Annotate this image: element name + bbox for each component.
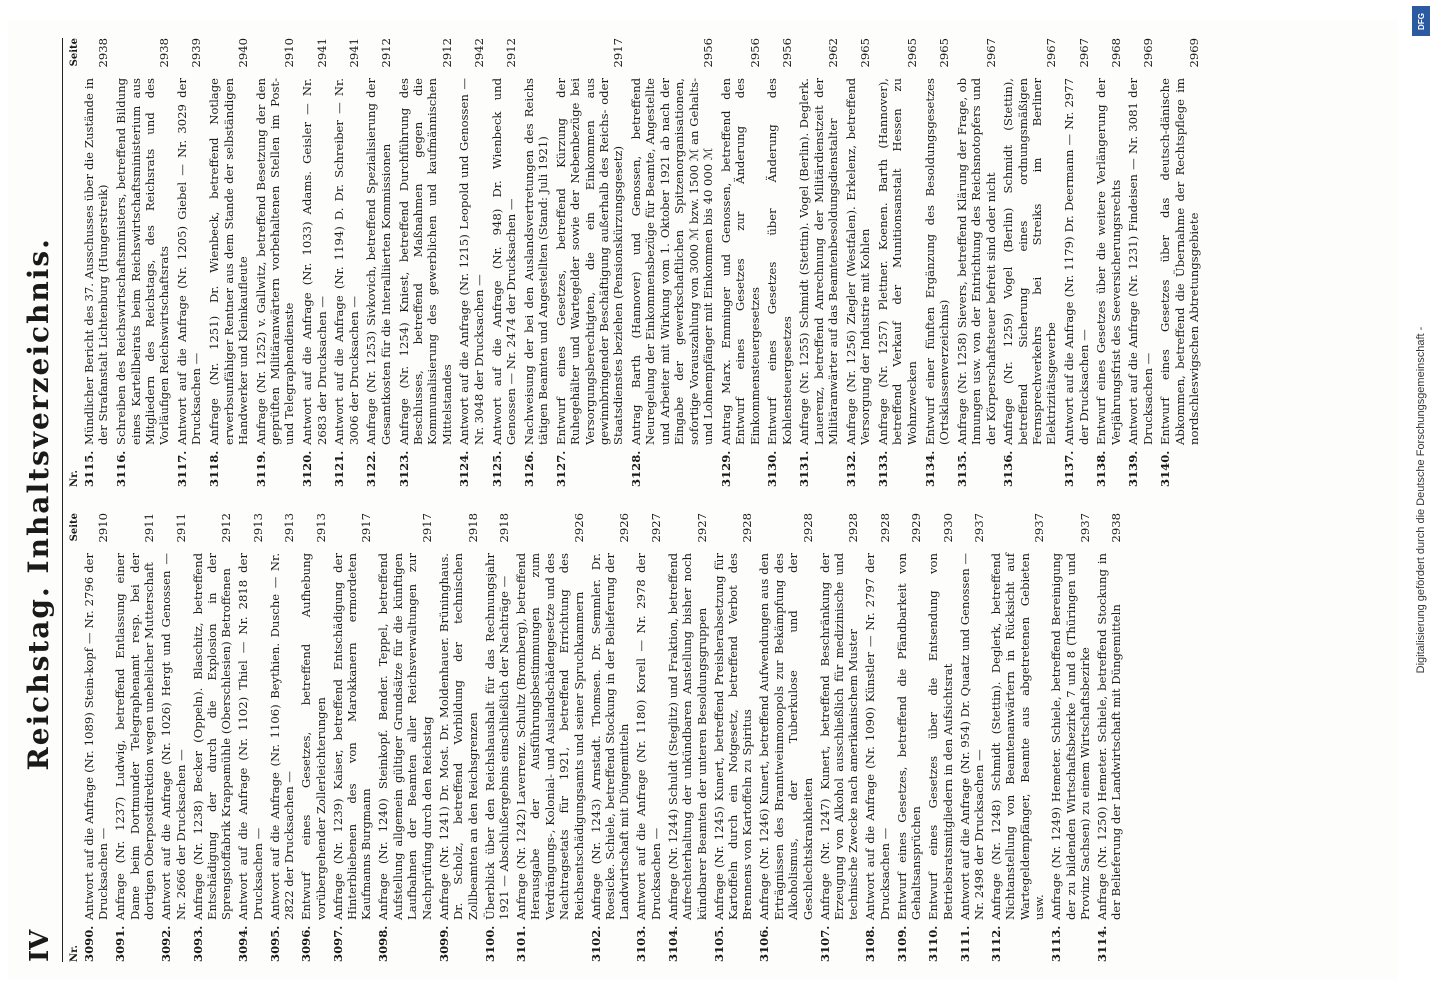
index-entry — [589, 513, 632, 962]
entry-number: 3130. — [765, 450, 780, 487]
index-entry — [554, 38, 626, 487]
entry-page: 2927 — [648, 513, 663, 543]
index-columns — [69, 38, 1205, 962]
entry-text: Anfrage (Nr. 1257) Plettner. Koenen. Barth (Hannover), betreffend Verkauf der Munitionsanstalt Hessen zu Wohnzwecken — [876, 78, 919, 445]
index-entry — [514, 513, 586, 962]
entry-page: 2967 — [1076, 38, 1091, 68]
entry-number: 3135. — [954, 450, 969, 487]
index-entry — [522, 38, 551, 487]
column-header — [69, 513, 80, 962]
entry-number: 3094. — [236, 925, 251, 962]
entry-page: 2917 — [611, 38, 626, 68]
entry-page: 2910 — [282, 38, 297, 68]
entry-text: Antwort auf die Anfrage (Nr. 1179) Dr. Deermann — Nr. 2977 der Drucksachen — — [1062, 78, 1091, 445]
index-entry — [1062, 38, 1091, 487]
entry-number: 3139. — [1126, 450, 1141, 487]
index-entry — [483, 513, 512, 962]
entry-number: 3126. — [521, 450, 536, 487]
entry-text: Antwort auf die Anfrage (Nr. 954) Dr. Quaatz und Genossen — Nr. 2498 der Drucksachen — — [957, 553, 987, 920]
entry-text: Anfrage (Nr. 1252) v. Gallwitz, betreffend Besetzung der den geprüften Militäranwärtern vorbehaltenen Stellen im Post- und Telegraphendienste — [253, 78, 297, 445]
entry-page: 2930 — [940, 513, 955, 543]
entry-number: 3124. — [457, 450, 472, 487]
entry-text: Anfrage (Nr. 1256) Ziegler (Westfalen). Erkelenz, betreffend Versorgung der Industrie mit Kohlen — [843, 78, 873, 445]
nr-label: Nr. — [69, 945, 80, 962]
entry-text: Schreiben des Reichswirtschaftsministers, betreffend Bildung eines Kartellbeirats beim Reichswirtschaftsministerium aus Mitgliedern des Reichstags, des Reichsrats und des Vorläufigen Reichswirtschaftsrats — [114, 78, 172, 445]
entry-text: Antwort auf die Anfrage (Nr. 1089) Stein-kopf — Nr. 2796 der Drucksachen — — [82, 553, 111, 920]
entry-text: Überblick über den Reichshaushalt für das Rechnungsjahr 1921 — Abschlußergebnis einschließlich der Nachträge — — [482, 553, 511, 920]
entry-number: 3112. — [989, 925, 1004, 962]
index-entry — [923, 38, 952, 487]
index-entry — [397, 38, 455, 487]
entry-number: 3122. — [364, 450, 379, 487]
entry-number: 3114. — [1095, 925, 1110, 962]
entry-page: 2911 — [173, 513, 188, 543]
entry-page: 2926 — [617, 513, 632, 543]
entry-number: 3127. — [553, 450, 568, 487]
entry-number: 3137. — [1062, 450, 1077, 487]
entry-number: 3093. — [190, 925, 205, 962]
entry-page: 2912 — [378, 38, 393, 68]
entry-number: 3125. — [489, 450, 504, 487]
entry-number: 3132. — [843, 450, 858, 487]
entry-text: Entwurf eines Gesetzes über das deutsch-dänische Abkommen, betreffend die Übernahme der Rechtspflege im nordschleswigschen Abtretungsgebiete — [1158, 78, 1202, 445]
watermark-text: Digitalisierung gefördert durch die Deutsche Forschungsgemeinschaft - — [1415, 326, 1427, 674]
entry-page: 2913 — [282, 513, 297, 543]
entry-page: 2928 — [800, 513, 815, 543]
index-entry — [757, 513, 815, 962]
entry-number: 3106. — [757, 925, 772, 962]
entry-text: Antwort auf die Anfrage (Nr. 1194) D. Dr. Schreiber — Nr. 3006 der Drucksachen — — [332, 78, 361, 445]
index-entry — [364, 38, 393, 487]
entry-number: 3111. — [957, 925, 972, 962]
entry-text: Anfrage (Nr. 1241) Dr. Most. Dr. Moldenhauer. Brüninghaus. Dr. Scholz, betreffend Vorbildung der technischen Zollbeamten an den Reichsgrenzen — [436, 553, 480, 920]
entry-page: 2912 — [439, 38, 454, 68]
page-header — [22, 38, 63, 962]
page-number-roman: IV — [25, 929, 55, 962]
entry-page: 2956 — [701, 38, 716, 68]
entry-page: 2962 — [826, 38, 841, 68]
entry-page: 2968 — [1108, 38, 1123, 68]
entry-page: 2965 — [936, 38, 951, 68]
entry-number: 3091. — [113, 925, 128, 962]
entry-number: 3123. — [396, 450, 411, 487]
index-entry — [207, 38, 250, 487]
index-entry — [634, 513, 663, 962]
index-entry — [1095, 513, 1124, 962]
entry-text: Entwurf eines Gesetzes, betreffend Kürzung der Ruhegehälter und Wartegelder sowie der Nebenbezüge bei Versorgungsberechtigten, die ein Einkommen aus gewinnbringender Beschäftigung außerhalb des Reichs- oder Staatsdienstes beziehen (Pensionskürzungsgesetz) — [553, 78, 626, 445]
entry-text: Antwort auf die Anfrage (Nr. 1231) Findeisen — Nr. 3081 der Drucksachen — — [1126, 78, 1155, 445]
entry-text: Antwort auf die Anfrage (Nr. 1106) Beythien. Dusche — Nr. 2822 der Drucksachen — — [267, 553, 297, 920]
entry-page: 2937 — [1078, 513, 1093, 543]
index-entry — [1094, 38, 1123, 487]
entry-number: 3107. — [817, 925, 832, 962]
entry-number: 3100. — [482, 925, 497, 962]
entry-page: 2969 — [1187, 38, 1202, 68]
entry-text: Anfrage (Nr. 1238) Becker (Oppeln). Blaschitz, betreffend Entschädigung der durch die Explosion in der Sprengstoffabrik Krappamühle (Oberschlesien) Betroffenen — [190, 553, 234, 920]
index-entry — [114, 38, 172, 487]
entry-page: 2956 — [747, 38, 762, 68]
entry-page: 2938 — [1109, 513, 1124, 543]
dfg-logo: DFG — [1412, 6, 1430, 36]
seite-label: Seite — [69, 38, 80, 67]
entry-text: Entwurf eines Gesetzes, betreffend Aufhebung vorübergehender Zollerleichterungen — [299, 553, 328, 920]
entry-number: 3131. — [797, 450, 812, 487]
entry-number: 3090. — [82, 925, 96, 962]
index-entry — [712, 513, 755, 962]
entry-page: 2941 — [346, 38, 361, 68]
entry-number: 3121. — [332, 450, 347, 487]
entry-page: 2965 — [904, 38, 919, 68]
entry-page: 2937 — [972, 513, 987, 543]
entry-page: 2912 — [219, 513, 234, 543]
entry-page: 2967 — [983, 38, 998, 68]
entry-page: 2928 — [877, 513, 892, 543]
entry-page: 2940 — [235, 38, 250, 68]
entry-page: 2965 — [858, 38, 873, 68]
index-entry — [175, 38, 204, 487]
entry-number: 3105. — [711, 925, 726, 962]
entry-text: Anfrage (Nr. 1244) Schuldt (Steglitz) und Fraktion, betreffend Aufrechterhaltung der unkündbaren Anstellung bisher noch kündbarer Beamten der unteren Besoldungsgruppen — [665, 553, 709, 920]
entry-number: 3129. — [718, 450, 733, 487]
entry-text: Anfrage (Nr. 1242) Laverrenz. Schultz (Bromberg), betreffend Herausgabe der Ausführungsbestimmungen zum Verdrängungs-, Kolonial- und Auslandschädengesetze und des Nachtragsetats für 1921, betreffend Errichtung des Reichsentschädigungsamts und seiner Spruchkammern — [513, 553, 586, 920]
index-entry — [299, 513, 328, 962]
entry-text: Mündlicher Bericht des 37. Ausschusses über die Zustände in der Strafanstalt Lichtenburg (Hungerstreik) — [82, 78, 111, 445]
seite-label: Seite — [69, 513, 80, 542]
index-entry — [82, 513, 111, 962]
left-column — [69, 513, 1205, 962]
entry-page: 2927 — [694, 513, 709, 543]
entry-page: 2929 — [909, 513, 924, 543]
index-entry — [331, 513, 374, 962]
entry-number: 3118. — [207, 450, 222, 487]
entry-text: Anfrage (Nr. 1247) Kunert, betreffend Beschränkung der Erzeugung von Alkohol ausschließlich für medizinische und technische Zwecke nach amerikanischem Muster — [817, 553, 861, 920]
index-entry — [958, 513, 987, 962]
index-entry — [895, 513, 924, 962]
entry-number: 3109. — [894, 925, 909, 962]
entry-number: 3097. — [330, 925, 345, 962]
index-entry — [457, 38, 486, 487]
index-entry — [300, 38, 329, 487]
entry-page: 2928 — [740, 513, 755, 543]
entry-number: 3117. — [175, 450, 190, 487]
dfg-watermark — [1408, 0, 1434, 1000]
entry-text: Anfrage (Nr. 1246) Kunert, betreffend Aufwendungen aus den Erträgnissen des Branntweinmonopols zur Bekämpfung des Alkoholismus, der Tuberkulose und der Geschlechtskrankheiten — [757, 553, 815, 920]
index-entry — [490, 38, 519, 487]
entry-number: 3110. — [926, 925, 941, 962]
index-entry — [376, 513, 434, 962]
entry-number: 3103. — [634, 925, 649, 962]
column-header — [69, 38, 80, 487]
nr-label: Nr. — [69, 470, 80, 487]
index-entry — [236, 513, 265, 962]
entry-text: Entwurf einer fünften Ergänzung des Besoldungsgesetzes (Ortsklassenverzeichnis) — [922, 78, 951, 445]
document-page — [8, 20, 1398, 980]
entry-page: 2913 — [250, 513, 265, 543]
entry-text: Entwurf eines Gesetzes über die Entsendung von Betriebsratsmitgliedern in den Aufsichtsrat — [926, 553, 955, 920]
entry-page: 2956 — [779, 38, 794, 68]
entry-text: Antwort auf die Anfrage (Nr. 1205) Giebel — Nr. 3029 der Drucksachen — — [175, 78, 204, 445]
entry-number: 3119. — [253, 450, 268, 487]
page-title: Reichstag. Inhaltsverzeichnis. — [22, 237, 55, 771]
entry-text: Anfrage (Nr. 1248) Schmidt (Stettin). Deglerk, betreffend Nichtanstellung von Beamtenanwärtern in Rücksicht auf Wartegeldempfänger, Beamte aus abgetretenen Gebieten usw. — [989, 553, 1047, 920]
entry-page: 2926 — [571, 513, 586, 543]
entry-number: 3104. — [665, 925, 680, 962]
entry-text: Anfrage (Nr. 1245) Kunert, betreffend Preisherabsetzung für Kartoffeln durch ein Notgesetz, betreffend Verbot des Brennens von Kartoffeln zu Spiritus — [711, 553, 755, 920]
index-entry — [818, 513, 861, 962]
index-entry — [437, 513, 480, 962]
entry-number: 3115. — [82, 450, 96, 487]
entry-text: Antwort auf die Anfrage (Nr. 1090) Künstler — Nr. 2797 der Drucksachen — — [863, 553, 892, 920]
entry-page: 2941 — [314, 38, 329, 68]
entry-number: 3128. — [629, 450, 644, 487]
entry-text: Entwurf eines Gesetzes über Änderung des Kohlensteuergesetzes — [765, 78, 794, 445]
entry-page: 2928 — [846, 513, 861, 543]
entry-text: Anfrage (Nr. 1251) Dr. Wienbeck, betreffend Notlage erwerbsunfähiger Rentner aus dem Stande der selbständigen Handwerker und Kleinkaufleute — [207, 78, 250, 445]
entry-number: 3134. — [922, 450, 937, 487]
entry-number: 3133. — [876, 450, 891, 487]
index-entry — [719, 38, 762, 487]
entry-page: 2913 — [313, 513, 328, 543]
entry-text: Antwort auf die Anfrage (Nr. 1180) Korell — Nr. 2978 der Drucksachen — — [634, 553, 663, 920]
entry-page: 2912 — [503, 38, 518, 68]
entry-text: Nachweisung der bei den Auslandsvertretungen des Reichs tätigen Beamten und Angestellten (Stand: Juli 1921) — [521, 78, 551, 445]
entry-text: Antrag Barth (Hannover) und Genossen, betreffend Neuregelung der Einkommensbezüge für Beamte, Angestellte und Arbeiter mit Wirkung vom 1. Oktober 1921 ab nach der Eingabe der gewerkschaftlichen Spitzenorganisationen, sofortige Vorauszahlung von 3000 ℳ bzw. 1500 ℳ an Gehalts- und Lohnempfänger mit Einkommen bis 40 000 ℳ — [629, 78, 716, 445]
entry-text: Entwurf eines Gesetzes, betreffend die Pfändbarkeit von Gehaltsansprüchen — [894, 553, 924, 920]
entry-page: 2942 — [471, 38, 486, 68]
entry-text: Anfrage (Nr. 1255) Schmidt (Stettin). Vogel (Berlin). Deglerk. Lauerenz, betreffend Anrechnung der Militärdienstzeit der Militäranwärter auf das Beamtenbesoldungsdienstalter — [797, 78, 841, 445]
index-entry — [797, 38, 840, 487]
index-entry — [844, 38, 873, 487]
entry-number: 3096. — [299, 925, 314, 962]
index-entry — [82, 38, 111, 487]
entry-text: Antwort auf die Anfrage (Nr. 1033) Adams. Geisler — Nr. 2683 der Drucksachen — — [300, 78, 329, 445]
entry-page: 2937 — [1032, 513, 1047, 543]
entry-number: 3120. — [300, 450, 315, 487]
entry-page: 2969 — [1140, 38, 1155, 68]
index-entry — [1049, 513, 1092, 962]
entry-page: 2938 — [96, 38, 111, 68]
entry-page: 2917 — [419, 513, 434, 543]
index-entry — [191, 513, 234, 962]
index-entry — [666, 513, 709, 962]
entry-text: Anfrage (Nr. 1258) Sievers, betreffend Klärung der Frage, ob Innungen usw. von der Entrichtung des Reichsnotopfers und der Körperschaftsteuer befreit sind oder nicht — [954, 78, 998, 445]
entry-text: Antwort auf die Anfrage (Nr. 1102) Thiel — Nr. 2818 der Drucksachen — — [236, 553, 265, 920]
entry-text: Antwort auf die Anfrage (Nr. 1215) Leopold und Genossen — Nr. 3048 der Drucksachen — — [457, 78, 486, 445]
entry-page: 2967 — [1044, 38, 1059, 68]
index-entry — [926, 513, 955, 962]
entry-page: 2938 — [157, 38, 172, 68]
index-entry — [159, 513, 188, 962]
entry-page: 2939 — [189, 38, 204, 68]
entry-text: Anfrage (Nr. 1239) Kaiser, betreffend Entschädigung der Hinterbliebenen des von Marokkanern ermordeten Kaufmanns Burgmann — [330, 553, 374, 920]
entry-text: Anfrage (Nr. 1254) Kniest, betreffend Durchführung des Beschlusses, betreffend Maßnahmen gegen die Kommunalisierung des gewerblichen und kaufmännischen Mittelstandes — [396, 78, 454, 445]
index-entry — [254, 38, 297, 487]
index-entry — [1126, 38, 1155, 487]
entry-number: 3113. — [1049, 925, 1064, 962]
index-entry — [989, 513, 1047, 962]
entry-text: Anfrage (Nr. 1243) Arnstadt. Thomsen. Dr. Semmler. Dr. Roesicke. Schiele, betreffend Stockung in der Belieferung der Landwirtschaft mit Düngemitteln — [588, 553, 632, 920]
entry-page: 2918 — [465, 513, 480, 543]
entry-text: Antwort auf die Anfrage (Nr. 948) Dr. Wienbeck und Genossen — Nr. 2474 der Drucksachen — — [489, 78, 518, 445]
index-entry — [876, 38, 919, 487]
entry-text: Anfrage (Nr. 1237) Ludwig, betreffend Entlassung einer Dame beim Dortmunder Telegraphenamt resp. bei der dortigen Oberpostdirektion wegen unehelicher Mutterschaft — [113, 553, 157, 920]
entry-text: Anfrage (Nr. 1249) Hemeter. Schiele, betreffend Bereinigung der zu bildenden Wirtschaftsbezirke 7 und 8 (Thüringen und Provinz Sachsen) zu einem Wirtschaftsbezirke — [1049, 553, 1093, 920]
entry-number: 3095. — [267, 925, 282, 962]
entry-text: Entwurf eines Gesetzes über die weitere Verlängerung der Verjährungsfrist des Seeversicherungsrechts — [1094, 78, 1123, 445]
entry-number: 3108. — [863, 925, 878, 962]
entry-text: Anfrage (Nr. 1250) Hemeter. Schiele, betreffend Stockung in der Belieferung der Landwirtschaft mit Düngemitteln — [1095, 553, 1124, 920]
entry-number: 3138. — [1094, 450, 1109, 487]
index-entry — [765, 38, 794, 487]
entry-page: 2911 — [142, 513, 157, 543]
index-entry — [955, 38, 998, 487]
entry-number: 3092. — [159, 925, 174, 962]
entry-number: 3102. — [588, 925, 603, 962]
entry-page: 2918 — [496, 513, 511, 543]
entry-number: 3101. — [513, 925, 528, 962]
right-column — [69, 38, 1205, 487]
entry-page: 2917 — [359, 513, 374, 543]
entry-number: 3116. — [114, 450, 129, 487]
index-entry — [113, 513, 156, 962]
index-entry — [1158, 38, 1201, 487]
entry-number: 3099. — [436, 925, 451, 962]
entry-text: Anfrage (Nr. 1253) Sivkovich, betreffend Spezialisierung der Gesamtkosten für die Interalliierten Kommissionen — [364, 78, 393, 445]
entry-page: 2910 — [96, 513, 111, 543]
index-entry — [268, 513, 297, 962]
index-entry — [629, 38, 715, 487]
index-entry — [1001, 38, 1059, 487]
entry-number: 3098. — [376, 925, 391, 962]
entry-text: Antwort auf die Anfrage (Nr. 1026) Hergt und Genossen — Nr. 2666 der Drucksachen — — [159, 553, 188, 920]
entry-text: Anfrage (Nr. 1259) Vogel (Berlin) Schmidt (Stettin), betreffend Sicherung eines ordnungsmäßigen Fernsprechverkehrs bei Streiks im Berliner Elektrizitätsgewerbe — [1001, 78, 1059, 445]
entry-text: Antrag Marx. Emminger und Genossen, betreffend den Entwurf eines Gesetzes zur Änderung des Einkommensteuergesetzes — [718, 78, 762, 445]
entry-number: 3136. — [1001, 450, 1016, 487]
index-entry — [863, 513, 892, 962]
entry-text: Anfrage (Nr. 1240) Steinkopf. Bender. Teppel, betreffend Aufstellung allgemein gültiger Grundsätze für die künftigen Laufbahnen der Beamten aller Reichsverwaltungen zur Nachprüfung durch den Reichstag — [376, 553, 434, 920]
index-entry — [332, 38, 361, 487]
entry-number: 3140. — [1158, 450, 1173, 487]
